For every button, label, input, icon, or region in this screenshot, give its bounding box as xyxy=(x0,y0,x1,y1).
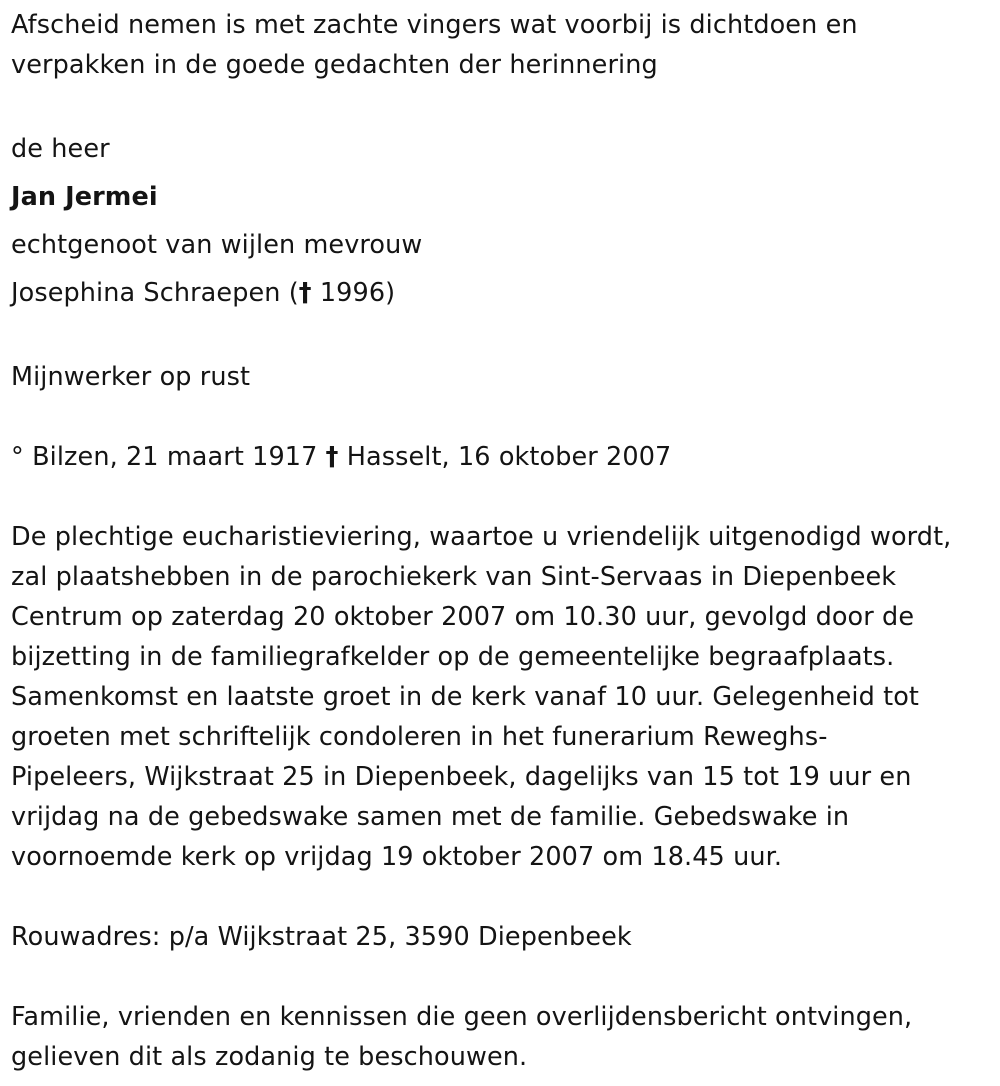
spacer xyxy=(11,877,996,917)
ceremony-line: De plechtige eucharistieviering, waartoe u vriendelijk uitgenodigd wordt, xyxy=(11,522,952,552)
spouse-death-year: 1996) xyxy=(319,278,396,308)
ceremony-line: bijzetting in de familiegrafkelder op de gemeentelijke begraafplaats. xyxy=(11,642,895,672)
spacer xyxy=(11,85,996,125)
spacer xyxy=(11,317,996,357)
deceased-name: Jan Jermei xyxy=(11,182,158,212)
death-date: Hasselt, 16 oktober 2007 xyxy=(346,442,672,472)
motto-line-1: Afscheid nemen is met zachte vingers wat voorbij is dichtdoen en xyxy=(11,10,858,40)
birth-symbol: ° xyxy=(11,442,24,472)
ceremony-line: groeten met schriftelijk condoleren in het funerarium Reweghs- xyxy=(11,722,828,752)
closing-line-1: Familie, vrienden en kennissen die geen overlijdensbericht ontvingen, xyxy=(11,1002,913,1032)
occupation: Mijnwerker op rust xyxy=(11,362,251,392)
spouse-line xyxy=(11,269,996,317)
spouse-name: Josephina Schraepen ( xyxy=(11,278,299,308)
relation-text: echtgenoot van wijlen mevrouw xyxy=(11,230,423,260)
birth-date: Bilzen, 21 maart 1917 xyxy=(32,442,318,472)
spacer xyxy=(11,957,996,997)
ceremony-line: vrijdag na de gebedswake samen met de familie. Gebedswake in xyxy=(11,802,850,832)
life-dates xyxy=(11,437,996,477)
ceremony-paragraph xyxy=(11,517,996,877)
spacer xyxy=(11,477,996,517)
ceremony-line: zal plaatshebben in de parochiekerk van Sint-Servaas in Diepenbeek xyxy=(11,562,897,592)
ceremony-line: Pipeleers, Wijkstraat 25 in Diepenbeek, dagelijks van 15 tot 19 uur en xyxy=(11,762,912,792)
mourning-address: Rouwadres: p/a Wijkstraat 25, 3590 Diepenbeek xyxy=(11,922,632,952)
closing-line-2: gelieven dit als zodanig te beschouwen. xyxy=(11,1042,528,1072)
death-cross-icon: † xyxy=(325,442,339,472)
cross-icon: † xyxy=(298,278,312,308)
name-prefix: de heer xyxy=(11,134,110,164)
ceremony-line: voornoemde kerk op vrijdag 19 oktober 2007 om 18.45 uur. xyxy=(11,842,783,872)
spacer xyxy=(11,397,996,437)
death-notice xyxy=(11,5,996,1077)
ceremony-line: Samenkomst en laatste groet in de kerk vanaf 10 uur. Gelegenheid tot xyxy=(11,682,920,712)
motto-line-2: verpakken in de goede gedachten der herinnering xyxy=(11,50,658,80)
ceremony-line: Centrum op zaterdag 20 oktober 2007 om 10.30 uur, gevolgd door de xyxy=(11,602,915,632)
